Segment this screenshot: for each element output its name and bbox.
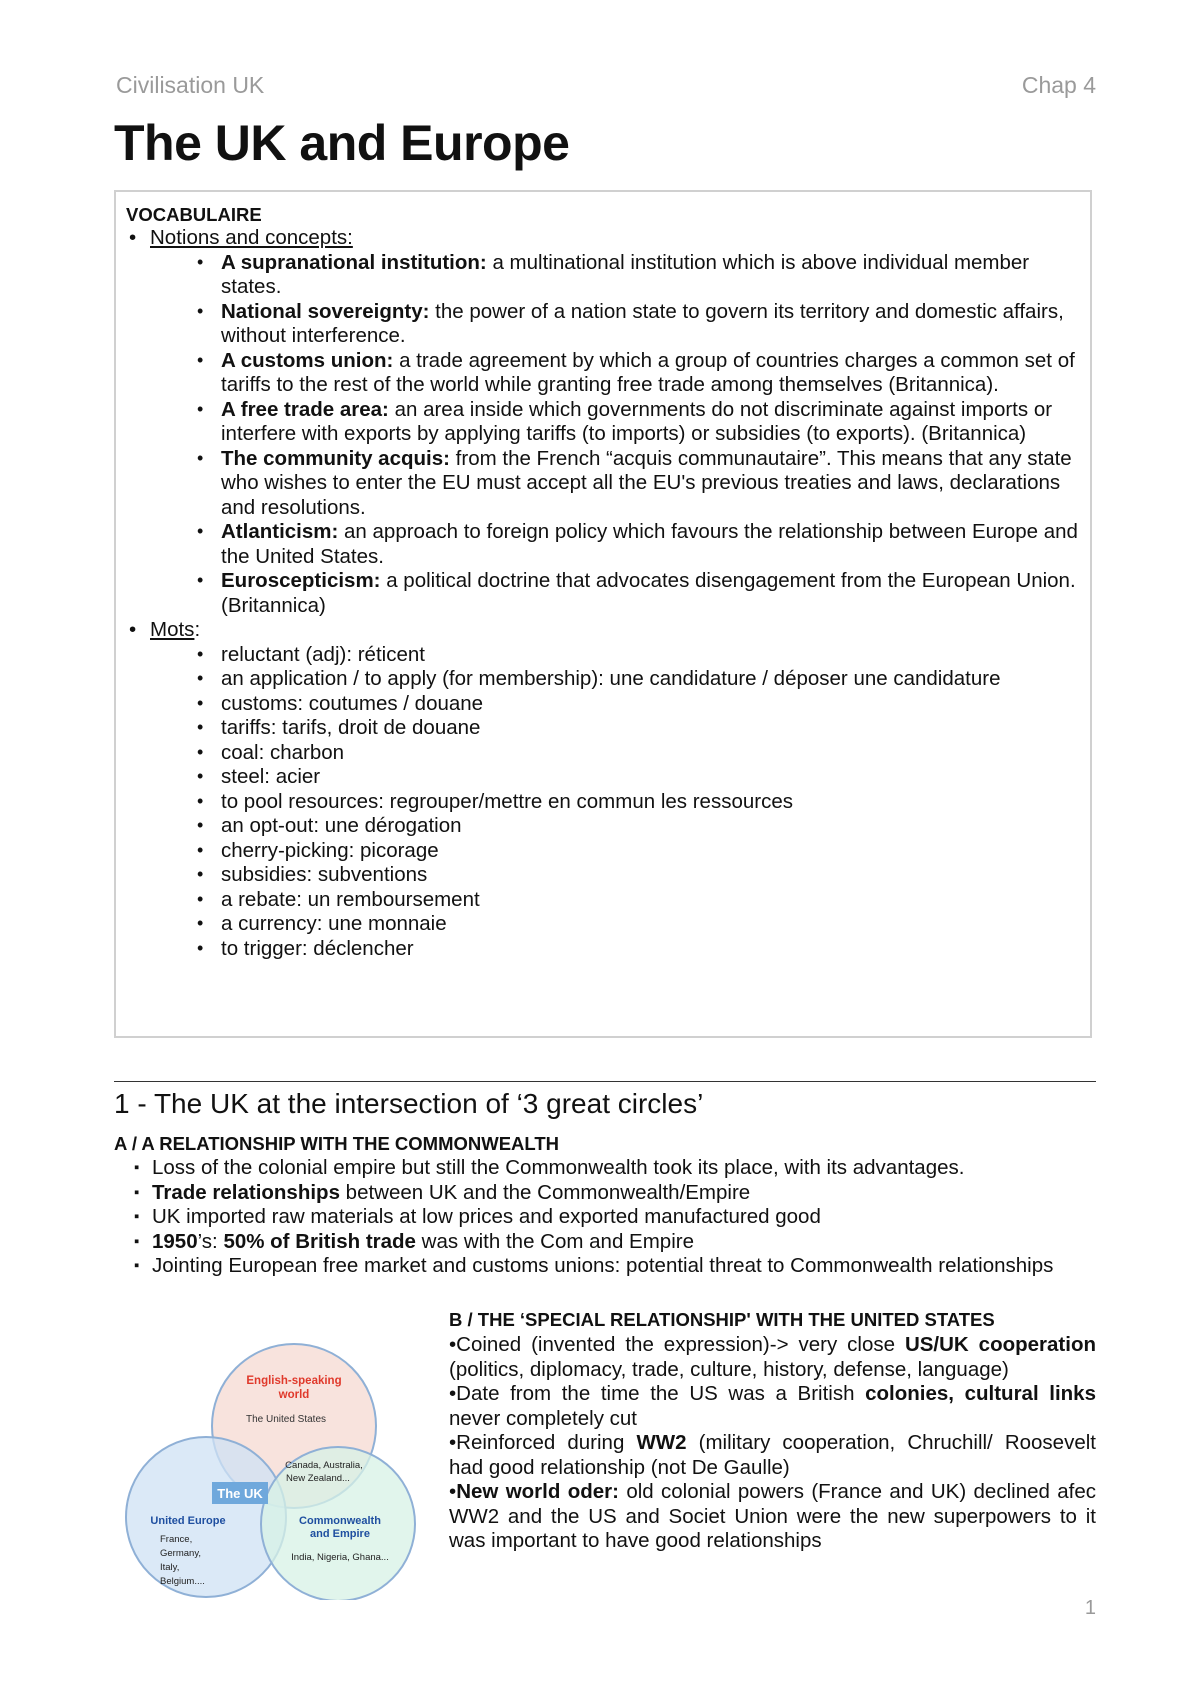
bullet-icon: • (197, 937, 204, 958)
notion-definition: a political doctrine that advocates disengagement from the European Union. (Britannica) (221, 569, 1076, 617)
top-circle-subtitle: The United States (245, 1414, 327, 1425)
page-number: 1 (1084, 1597, 1096, 1619)
text-run: never completely cut (449, 1406, 638, 1430)
list-item-text: Jointing European free market and customs unions: potential threat to Commonwealth relationships (152, 1254, 1054, 1277)
bullet-icon: • (197, 839, 204, 860)
paragraph (449, 1480, 1096, 1554)
word-text: customs: coutumes / douane (221, 691, 484, 715)
right-circle-title: and Empire (310, 1528, 370, 1540)
list-item-text: Loss of the colonial empire but still the Commonwealth took its place, with its advantages. (152, 1156, 965, 1179)
bullet-icon: • (197, 717, 204, 737)
bullet-icon: ▪ (134, 1159, 140, 1176)
notion-item (150, 349, 1080, 398)
three-circles-diagram (118, 1340, 420, 1600)
notions-section (126, 226, 1080, 618)
bullet-icon: • (129, 618, 137, 641)
section-divider (114, 1081, 1096, 1082)
chapter-header: Chap 4 (1021, 72, 1096, 98)
paragraph (449, 1382, 1096, 1431)
word-text: tariffs: tarifs, droit de douane (221, 716, 481, 739)
text-run: •Date from the time the US was a British (449, 1382, 866, 1405)
notion-item (150, 398, 1080, 447)
mots-section (126, 618, 1080, 961)
notion-definition: from the French “acquis communautaire”. This means that any state who wishes to enter the EU must accept all the EU's previous treaties and laws, declarations and resolutions. (221, 446, 1072, 519)
overlap-label: New Zealand... (286, 1473, 350, 1484)
bullet-icon: ▪ (134, 1232, 140, 1250)
notion-definition: an approach to foreign policy which favours the relationship between Europe and the United States. (221, 520, 1078, 568)
section-1-title: 1 - The UK at the intersection of ‘3 great circles’ (114, 1088, 704, 1119)
left-circle-item: Italy, (160, 1562, 180, 1573)
word-item (150, 716, 1080, 741)
bullet-icon: • (197, 300, 204, 321)
mots-label: Mots (150, 618, 195, 641)
text-run: old colonial powers (France and UK) declined afec WW2 and the US and Societ Union were the new superpowers to it was important to have good relationships (449, 1480, 1096, 1552)
text-run-bold: US/UK cooperation (904, 1333, 1096, 1356)
word-text: coal: charbon (221, 740, 345, 764)
text-run-bold: WW2 (636, 1431, 687, 1454)
right-circle-subtitle: India, Nigeria, Ghana... (291, 1552, 389, 1563)
word-text: to pool resources: regrouper/mettre en commun les ressources (221, 789, 793, 813)
mots-colon: : (194, 618, 201, 641)
notion-definition: a trade agreement by which a group of countries charges a common set of tariffs to the rest of the world while granting free trade among themselves (Britannica). (221, 348, 1075, 396)
left-circle-item: Germany, (160, 1548, 202, 1559)
bullet-icon: • (197, 864, 204, 884)
notion-term: Atlanticism: (221, 520, 339, 543)
special-relationship-text (449, 1333, 1096, 1554)
subsection-b-title: B / THE ‘SPECIAL RELATIONSHIP' WITH THE UNITED STATES (449, 1309, 995, 1330)
paragraph (449, 1431, 1096, 1480)
word-text: cherry-picking: picorage (221, 838, 439, 862)
bullet-icon: ▪ (134, 1208, 140, 1225)
word-item (150, 888, 1080, 913)
bullet-icon: • (129, 226, 137, 249)
list-item-bold: 50% of British trade (223, 1229, 416, 1253)
right-circle-title: Commonwealth (299, 1515, 381, 1527)
notion-term: A free trade area: (221, 397, 389, 421)
list-item-text: ’s: (197, 1229, 224, 1253)
notion-definition: an area inside which governments do not discriminate against imports or interfere with exports by applying tariffs (to imports) or subsidies (to exports). (Britannica) (221, 397, 1053, 445)
list-item (134, 1230, 1096, 1255)
notions-label: Notions and concepts: (150, 226, 353, 249)
page-title: The UK and Europe (114, 115, 570, 171)
course-header: Civilisation UK (116, 72, 265, 98)
bullet-icon: • (197, 913, 204, 933)
notion-term: A customs union: (221, 348, 394, 372)
list-item (134, 1254, 1096, 1279)
bullet-icon: • (197, 692, 204, 713)
bullet-icon: • (197, 741, 204, 762)
text-run: •Reinforced during (449, 1431, 637, 1454)
bullet-icon: • (197, 815, 204, 835)
bullet-icon: • (197, 570, 204, 590)
notion-definition: a multinational institution which is above individual member states. (221, 250, 1030, 298)
bullet-icon: ▪ (134, 1183, 140, 1201)
bullet-icon: • (197, 447, 204, 468)
word-text: reluctant (adj): réticent (221, 642, 425, 666)
notion-item (150, 300, 1080, 349)
list-item-bold: 1950 (152, 1229, 198, 1253)
vocab-list (126, 226, 1080, 961)
notion-item (150, 447, 1080, 521)
notion-item (150, 251, 1080, 300)
bullet-icon: • (197, 668, 204, 688)
left-circle-item: France, (160, 1534, 193, 1545)
text-run-bold: colonies, cultural links (865, 1382, 1096, 1405)
notion-term: National sovereignty: (221, 299, 430, 323)
bullet-icon: • (197, 251, 204, 272)
left-circle-title: United Europe (150, 1515, 226, 1527)
bullet-icon: • (197, 643, 204, 664)
bullet-icon: • (197, 790, 204, 811)
word-text: to trigger: déclencher (221, 936, 414, 960)
bullet-icon: • (197, 766, 204, 786)
word-item (150, 765, 1080, 790)
word-item (150, 937, 1080, 962)
vocabulary-box (114, 190, 1092, 1038)
list-item (134, 1205, 1096, 1230)
overlap-label: Canada, Australia, (285, 1460, 363, 1471)
top-circle-title: world (278, 1389, 310, 1401)
text-run: (politics, diplomacy, trade, culture, history, defense, language) (449, 1357, 1009, 1381)
notion-item (150, 569, 1080, 618)
notion-item (150, 520, 1080, 569)
bullet-icon: • (197, 349, 204, 370)
bullet-icon: • (197, 398, 204, 419)
word-item (150, 839, 1080, 864)
top-circle-title: English-speaking (246, 1375, 342, 1387)
word-item (150, 790, 1080, 815)
bullet-icon: ▪ (134, 1257, 140, 1274)
word-item (150, 814, 1080, 839)
notion-definition: the power of a nation state to govern its territory and domestic affairs, without interference. (221, 299, 1064, 347)
left-circle-item: Belgium.... (160, 1576, 205, 1587)
list-item (134, 1181, 1096, 1206)
notion-term: The community acquis: (221, 446, 450, 470)
word-text: a currency: une monnaie (221, 912, 447, 935)
list-item-text: UK imported raw materials at low prices and exported manufactured good (152, 1205, 821, 1228)
word-item (150, 643, 1080, 668)
list-item-bold: Trade relationships (152, 1180, 340, 1204)
word-item (150, 692, 1080, 717)
uk-badge-label: The UK (217, 1486, 263, 1501)
list-item (134, 1156, 1096, 1181)
vocab-heading: VOCABULAIRE (126, 204, 262, 225)
word-text: a rebate: un remboursement (221, 887, 480, 911)
list-item-text: between UK and the Commonwealth/Empire (339, 1180, 751, 1204)
word-item (150, 912, 1080, 937)
word-item (150, 741, 1080, 766)
paragraph (449, 1333, 1096, 1382)
list-item-text: was with the Com and Empire (415, 1229, 694, 1253)
text-run: •Coined (invented the expression)-> very close (449, 1333, 905, 1356)
word-item (150, 863, 1080, 888)
notion-term: Euroscepticism: (221, 569, 381, 592)
word-text: steel: acier (221, 765, 321, 788)
word-text: an application / to apply (for membership): une candidature / déposer une candidature (221, 667, 1001, 690)
notion-term: A supranational institution: (221, 250, 487, 274)
word-item (150, 667, 1080, 692)
bullet-icon: • (197, 888, 204, 909)
word-text: an opt-out: une dérogation (221, 814, 462, 837)
text-run: (military cooperation, Chruchill/ Roosevelt had good relationship (not De Gaulle) (449, 1431, 1096, 1479)
commonwealth-list (134, 1156, 1096, 1279)
text-run: • (449, 1480, 457, 1503)
text-run-bold: New world oder: (456, 1480, 619, 1503)
word-text: subsidies: subventions (221, 863, 428, 886)
bullet-icon: • (197, 521, 204, 541)
subsection-a-title: A / A RELATIONSHIP WITH THE COMMONWEALTH (114, 1133, 559, 1154)
